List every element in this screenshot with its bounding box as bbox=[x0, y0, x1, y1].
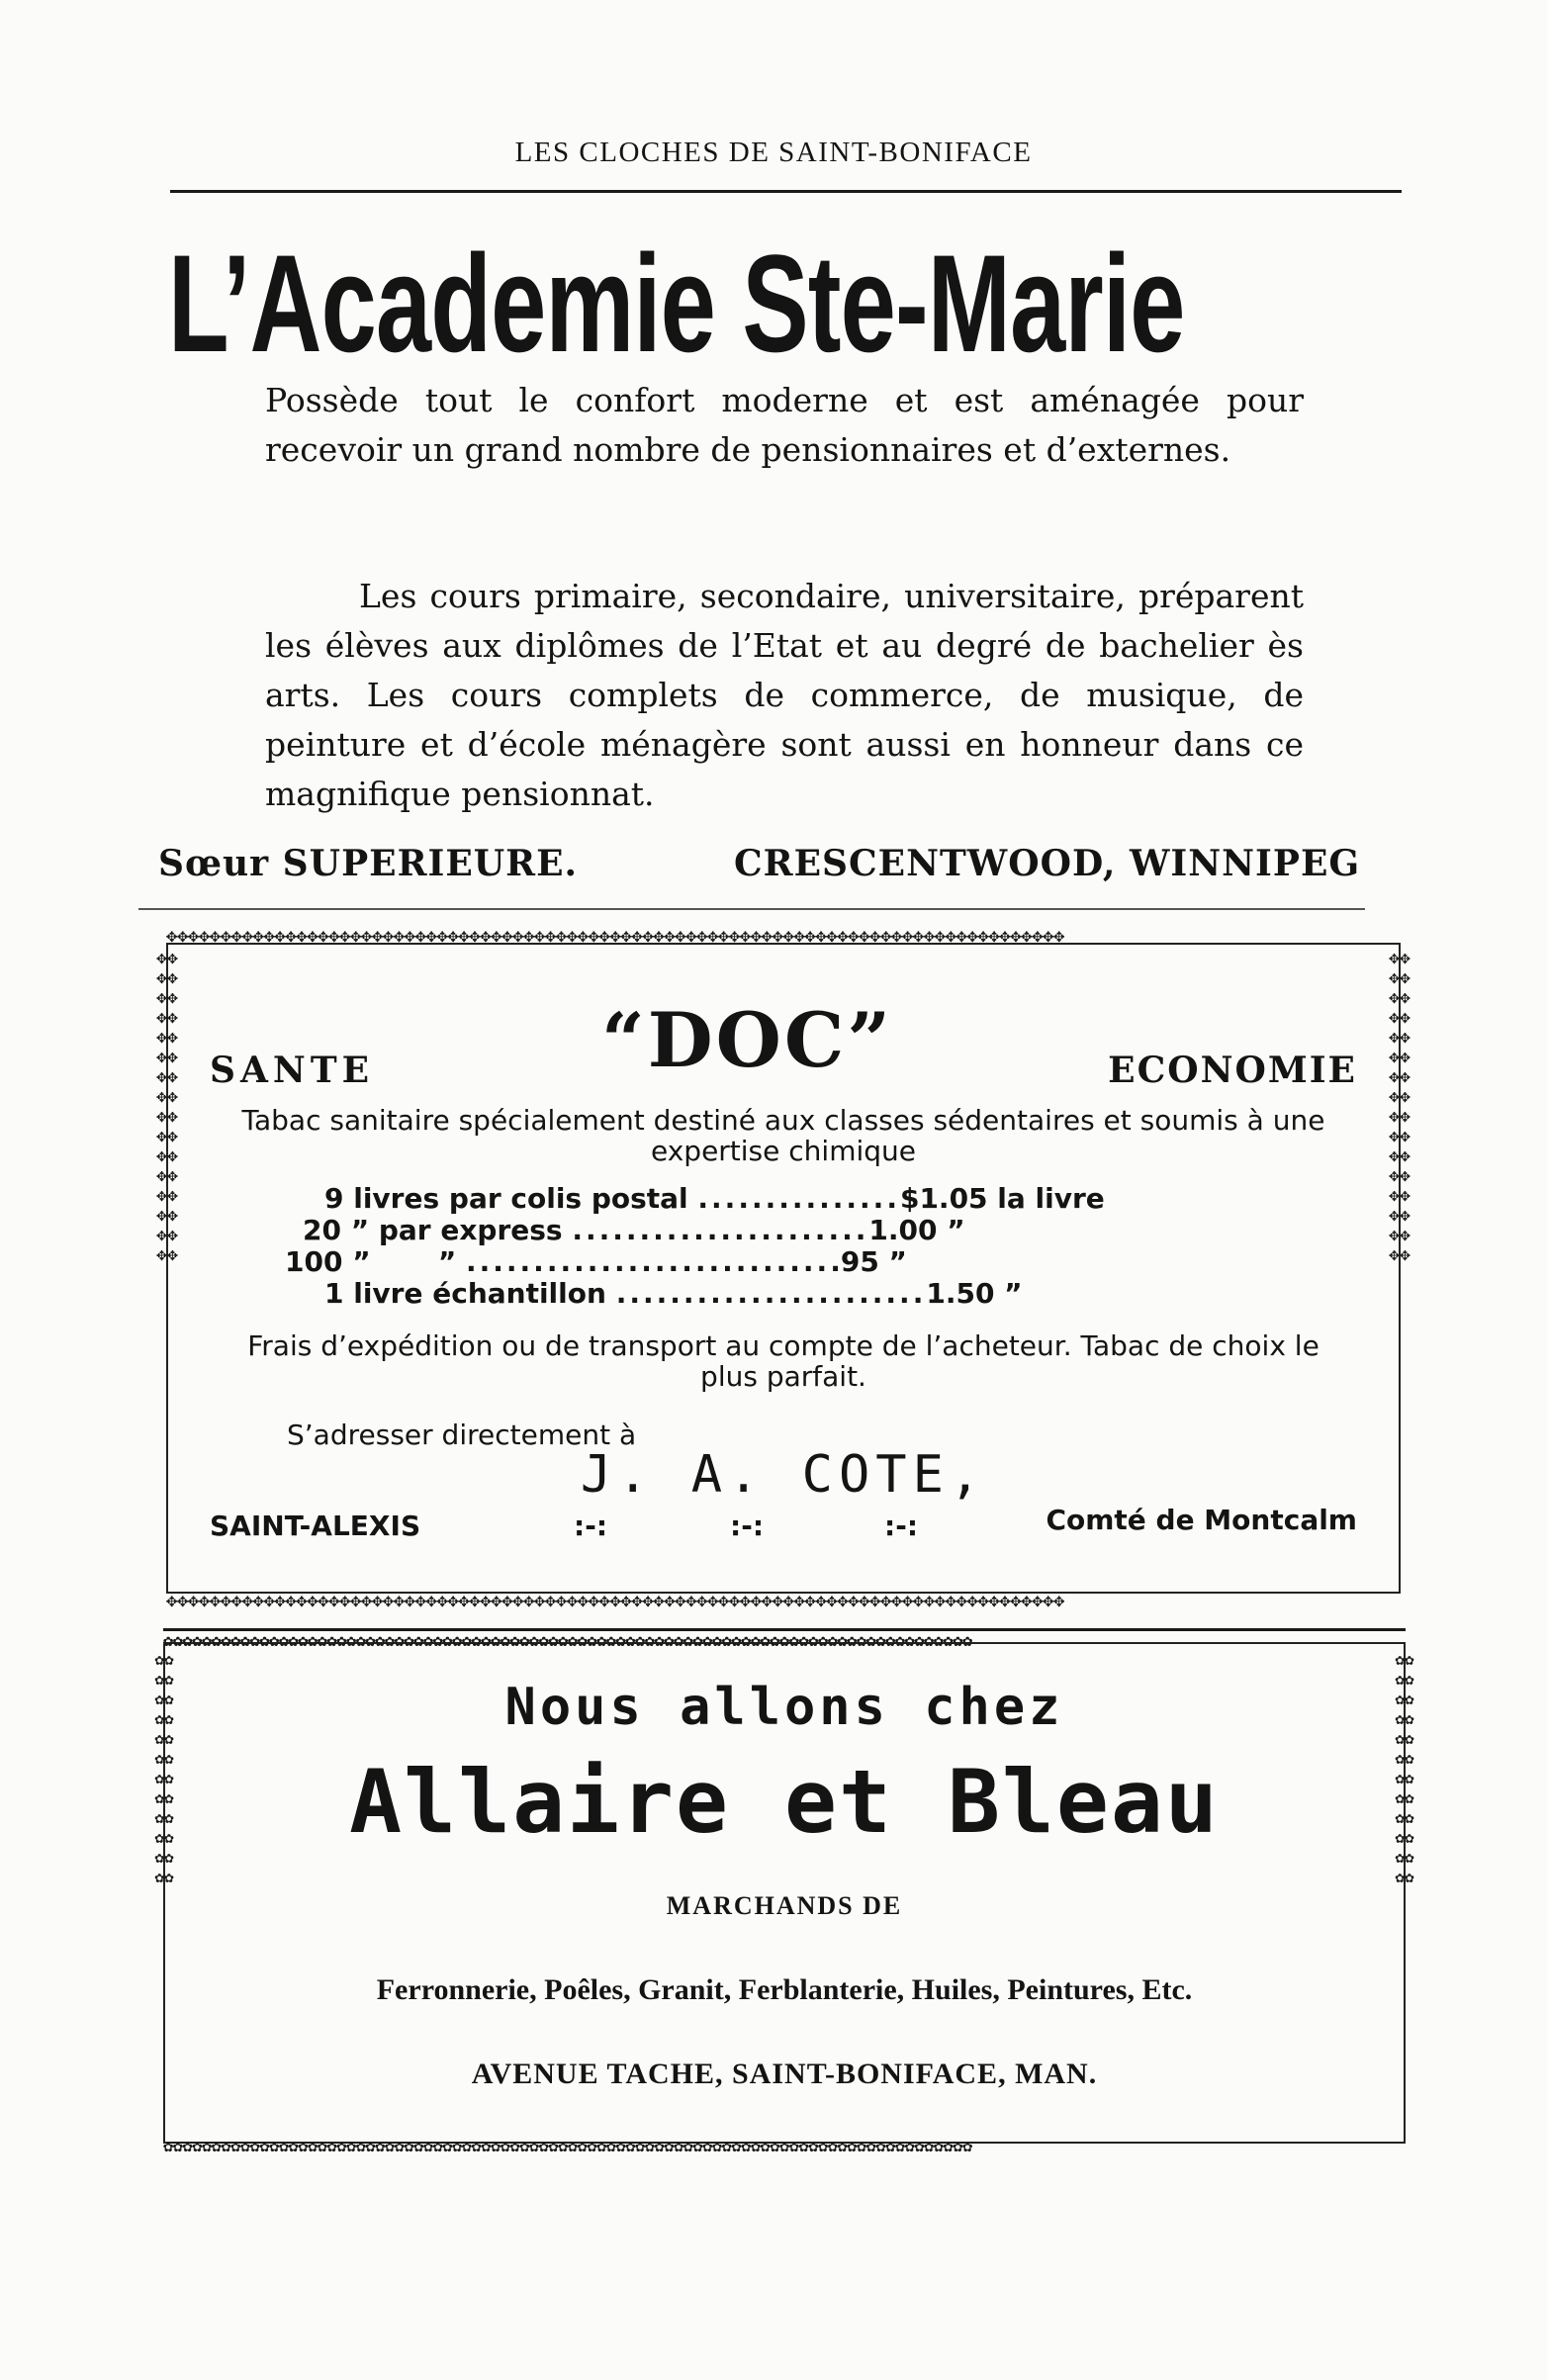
academie-address: CRESCENTWOOD, WINNIPEG bbox=[734, 843, 1361, 884]
leader-dots: ............... bbox=[697, 1182, 900, 1215]
doc-merchant: J. A. COTE, bbox=[580, 1445, 987, 1505]
price-qty: 100 bbox=[285, 1245, 343, 1278]
price-qty: 20 bbox=[303, 1214, 341, 1246]
price-value: $1.05 la livre bbox=[899, 1182, 1105, 1215]
allaire-subheading: MARCHANDS DE bbox=[666, 1891, 903, 1920]
price-line-3 bbox=[285, 1245, 907, 1279]
doc-contact-intro: S’adresser directement à bbox=[287, 1419, 637, 1451]
allaire-headline: Nous allons chez bbox=[504, 1678, 1064, 1737]
price-qty: 9 bbox=[324, 1182, 344, 1215]
allaire-border-right: ✿✿✿✿✿✿✿✿✿✿✿✿✿✿✿✿✿✿✿✿✿✿✿✿ bbox=[1395, 1650, 1414, 1886]
allaire-advertisement bbox=[154, 1631, 1414, 2155]
doc-separator: :-: bbox=[730, 1510, 765, 1542]
price-line-1 bbox=[324, 1182, 1105, 1216]
price-value: 1.50 ” bbox=[926, 1277, 1023, 1310]
allaire-border-top: ✿✿✿✿✿✿✿✿✿✿✿✿✿✿✿✿✿✿✿✿✿✿✿✿✿✿✿✿✿✿✿✿✿✿✿✿✿✿✿✿✿✿✿✿✿✿✿✿✿✿✿✿✿✿✿✿✿✿✿✿✿✿✿✿✿✿✿✿✿✿✿✿✿✿✿✿✿✿✿✿✿✿✿✿ bbox=[163, 1631, 972, 1650]
academie-rule bbox=[138, 908, 1365, 910]
price-desc: ” ” bbox=[352, 1245, 457, 1278]
doc-advertisement bbox=[156, 925, 1410, 1611]
leader-dots: ........................... bbox=[466, 1245, 831, 1278]
allaire-goods: Ferronnerie, Poêles, Granit, Ferblanterie, Huiles, Peintures, Etc. bbox=[376, 1973, 1193, 2006]
leader-dots: ....................... bbox=[615, 1277, 927, 1310]
price-qty: 1 bbox=[324, 1277, 344, 1310]
doc-description: Tabac sanitaire spécialement destiné aux classes sédentaires et soumis à une expertise chimique bbox=[241, 1104, 1325, 1167]
academie-para-1: Possède tout le confort moderne et est aménagée pour recevoir un grand nombre de pensionnaires et d’externes. bbox=[265, 381, 1304, 469]
doc-separator: :-: bbox=[574, 1510, 608, 1542]
running-head: LES CLOCHES DE SAINT-BONIFACE bbox=[514, 137, 1033, 168]
price-line-4 bbox=[324, 1277, 1023, 1311]
doc-border-bottom: ✥✥✥✥✥✥✥✥✥✥✥✥✥✥✥✥✥✥✥✥✥✥✥✥✥✥✥✥✥✥✥✥✥✥✥✥✥✥✥✥✥✥✥✥✥✥✥✥✥✥✥✥✥✥✥✥✥✥✥✥✥✥✥✥✥✥✥✥✥✥✥✥✥✥✥✥✥✥✥✥✥✥✥ bbox=[166, 1590, 1064, 1611]
price-desc: ” par express bbox=[350, 1214, 563, 1246]
price-desc: livre échantillon bbox=[353, 1277, 606, 1310]
academie-para-2: Les cours primaire, secondaire, universitaire, préparent les élèves aux diplômes de l’Etat et au degré de bachelier ès arts. Les cours complets de commerce, de musique, de peinture et d’école ménagère sont aussi en honneur dans ce magnifique pensionnat. bbox=[265, 577, 1304, 813]
price-desc: livres par colis postal bbox=[353, 1182, 688, 1215]
doc-border-top: ✥✥✥✥✥✥✥✥✥✥✥✥✥✥✥✥✥✥✥✥✥✥✥✥✥✥✥✥✥✥✥✥✥✥✥✥✥✥✥✥✥✥✥✥✥✥✥✥✥✥✥✥✥✥✥✥✥✥✥✥✥✥✥✥✥✥✥✥✥✥✥✥✥✥✥✥✥✥✥✥✥✥✥ bbox=[166, 925, 1064, 947]
allaire-address: AVENUE TACHE, SAINT-BONIFACE, MAN. bbox=[471, 2058, 1098, 2090]
doc-title: “DOC” bbox=[601, 996, 894, 1084]
allaire-name: Allaire et Bleau bbox=[349, 1751, 1220, 1853]
academie-signature: Sœur SUPERIEURE. bbox=[158, 843, 579, 884]
price-value: .95 ” bbox=[830, 1245, 907, 1278]
doc-border-right: ✥✥✥✥✥✥✥✥✥✥✥✥✥✥✥✥✥✥✥✥✥✥✥✥✥✥✥✥✥✥✥✥ bbox=[1389, 949, 1410, 1265]
doc-economie: ECONOMIE bbox=[1108, 1050, 1357, 1091]
doc-sante: SANTE bbox=[210, 1050, 375, 1091]
doc-separator: :-: bbox=[884, 1510, 919, 1542]
allaire-border-bottom: ✿✿✿✿✿✿✿✿✿✿✿✿✿✿✿✿✿✿✿✿✿✿✿✿✿✿✿✿✿✿✿✿✿✿✿✿✿✿✿✿✿✿✿✿✿✿✿✿✿✿✿✿✿✿✿✿✿✿✿✿✿✿✿✿✿✿✿✿✿✿✿✿✿✿✿✿✿✿✿✿✿✿✿✿ bbox=[163, 2137, 972, 2155]
allaire-border-left: ✿✿✿✿✿✿✿✿✿✿✿✿✿✿✿✿✿✿✿✿✿✿✿✿ bbox=[154, 1650, 174, 1886]
doc-county: Comté de Montcalm bbox=[1046, 1504, 1357, 1536]
price-line-2 bbox=[303, 1214, 965, 1247]
doc-shipping: Frais d’expédition ou de transport au compte de l’acheteur. Tabac de choix le plus parfait. bbox=[247, 1329, 1320, 1393]
doc-border-left: ✥✥✥✥✥✥✥✥✥✥✥✥✥✥✥✥✥✥✥✥✥✥✥✥✥✥✥✥✥✥✥✥ bbox=[156, 949, 178, 1265]
doc-town: SAINT-ALEXIS bbox=[210, 1510, 421, 1542]
price-value: 1.00 ” bbox=[868, 1214, 965, 1246]
leader-dots: ...................... bbox=[572, 1214, 869, 1246]
header-rule bbox=[170, 190, 1402, 193]
academie-title: L’Academie Ste-Marie bbox=[168, 226, 1185, 381]
